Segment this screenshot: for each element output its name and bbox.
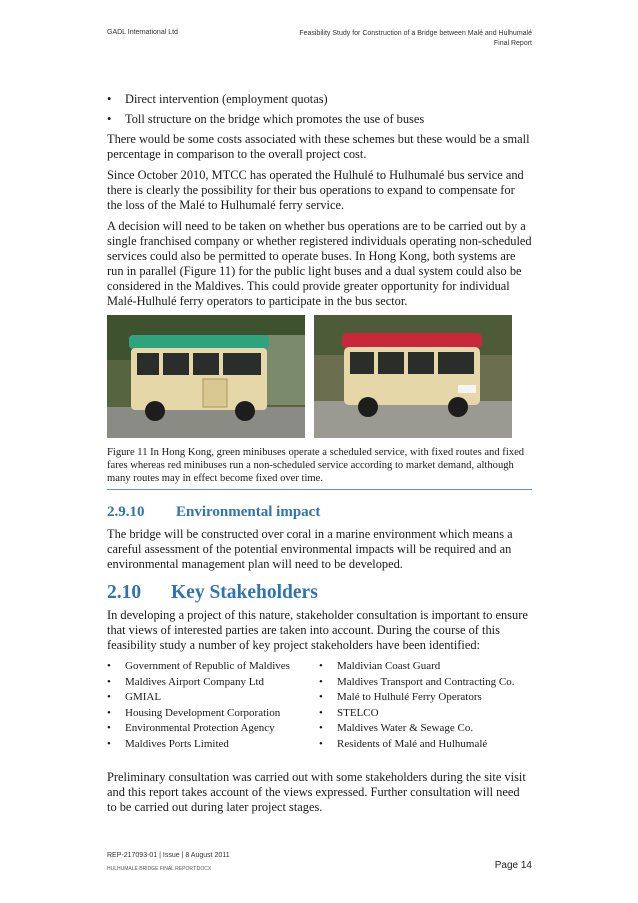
- page-number: Page 14: [494, 860, 532, 871]
- stakeholder-list-right: [319, 659, 531, 752]
- bullet-icon: •: [107, 706, 111, 719]
- list-item: • Maldivian Coast Guard: [319, 659, 531, 675]
- paragraph-decision: A decision will need to be taken on whether bus operations are to be carried out by a single franchised company or whether registered individuals operating non-scheduled services could also be permitted to operate buses. In Hong Kong, both systems are run in parallel (Figure 11) for the public light buses and a dual system could also be considered in the Maldives. This could provide greater opportunity for individual Malé-Hulhulé ferry operators to participate in the bus sector.: [107, 219, 532, 308]
- minibus-roof: [129, 335, 269, 349]
- footer-reference: REP-217093-01 | Issue | 8 August 2011: [107, 852, 230, 859]
- header-subtitle: Final Report: [493, 40, 532, 47]
- list-item: • Malé to Hulhulé Ferry Operators: [319, 690, 531, 706]
- list-item: • GMIAL: [107, 690, 319, 706]
- figure-caption: Figure 11 In Hong Kong, green minibuses operate a scheduled service, with fixed routes and fixed fares whereas red minibuses run a non-scheduled service according to market demand, although many routes may in effect become fixed over time.: [107, 446, 532, 490]
- figure-photos: [107, 315, 532, 438]
- bullet-icon: •: [319, 722, 323, 734]
- header-title: Feasibility Study for Construction of a Bridge between Malé and Hulhumalé: [299, 30, 532, 37]
- paragraph-stakeholders-intro: In developing a project of this nature, stakeholder consultation is important to ensure that views of interested parties are taken into account. During the course of this feasibility study a number of key project stakeholders have been identified:: [107, 608, 528, 652]
- bullet-icon: •: [319, 691, 323, 703]
- list-item: • Direct intervention (employment quotas): [107, 92, 328, 106]
- stakeholder-list-left: [107, 659, 319, 752]
- bullet-icon: •: [107, 92, 112, 106]
- bullet-icon: •: [107, 660, 111, 672]
- bullet-icon: •: [107, 691, 111, 703]
- paragraph-costs: There would be some costs associated with these schemes but these would be a small percentage in comparison to the overall project cost.: [107, 132, 530, 161]
- list-item: • Environmental Protection Agency: [107, 721, 319, 737]
- list-item: • Housing Development Corporation: [107, 706, 319, 722]
- green-minibus-photo: [107, 315, 305, 438]
- red-minibus-photo: [314, 315, 512, 438]
- footer-filename: HULHUMALE BRIDGE FINAL REPORT.DOCX: [107, 866, 212, 872]
- bullet-icon: •: [107, 722, 111, 734]
- section-heading-stakeholders: 2.10 Key Stakeholders: [107, 582, 318, 603]
- header-doc-title: [212, 29, 532, 49]
- bullet-icon: •: [107, 675, 111, 688]
- list-item: • Maldives Transport and Contracting Co.: [319, 675, 531, 691]
- bullet-icon: •: [319, 660, 323, 672]
- bullet-icon: •: [107, 737, 111, 750]
- paragraph-mtcc: Since October 2010, MTCC has operated the Hulhulé to Hulhumalé bus service and there is clearly the possibility for their bus operations to expand to compensate for the loss of the Malé to Hulhumalé ferry service.: [107, 168, 524, 212]
- paragraph-consultation: Preliminary consultation was carried out with some stakeholders during the site visit and this report takes account of the views expressed. Further consultation will need to be carried out during later project stages.: [107, 770, 526, 814]
- list-item: • STELCO: [319, 706, 531, 722]
- bullet-icon: •: [107, 112, 112, 126]
- list-item: • Maldives Water & Sewage Co.: [319, 721, 531, 737]
- minibus-roof: [342, 333, 482, 348]
- list-item: • Toll structure on the bridge which promotes the use of buses: [107, 112, 425, 126]
- bullet-icon: •: [319, 737, 323, 750]
- list-item: • Maldives Airport Company Ltd: [107, 675, 319, 691]
- list-item: • Residents of Malé and Hulhumalé: [319, 737, 531, 753]
- page-body: [107, 92, 532, 821]
- list-item: • Government of Republic of Maldives: [107, 659, 319, 675]
- bullet-icon: •: [319, 706, 323, 719]
- paragraph-environment: The bridge will be constructed over coral in a marine environment which means a careful assessment of the potential environmental impacts will be required and an environmental management plan will need to be developed.: [107, 527, 513, 571]
- stakeholder-lists: [107, 659, 532, 752]
- section-heading-environment: 2.9.10 Environmental impact: [107, 504, 321, 520]
- list-item: • Maldives Ports Limited: [107, 737, 319, 753]
- header-company: GADL International Ltd: [107, 29, 178, 36]
- bullet-icon: •: [319, 675, 323, 688]
